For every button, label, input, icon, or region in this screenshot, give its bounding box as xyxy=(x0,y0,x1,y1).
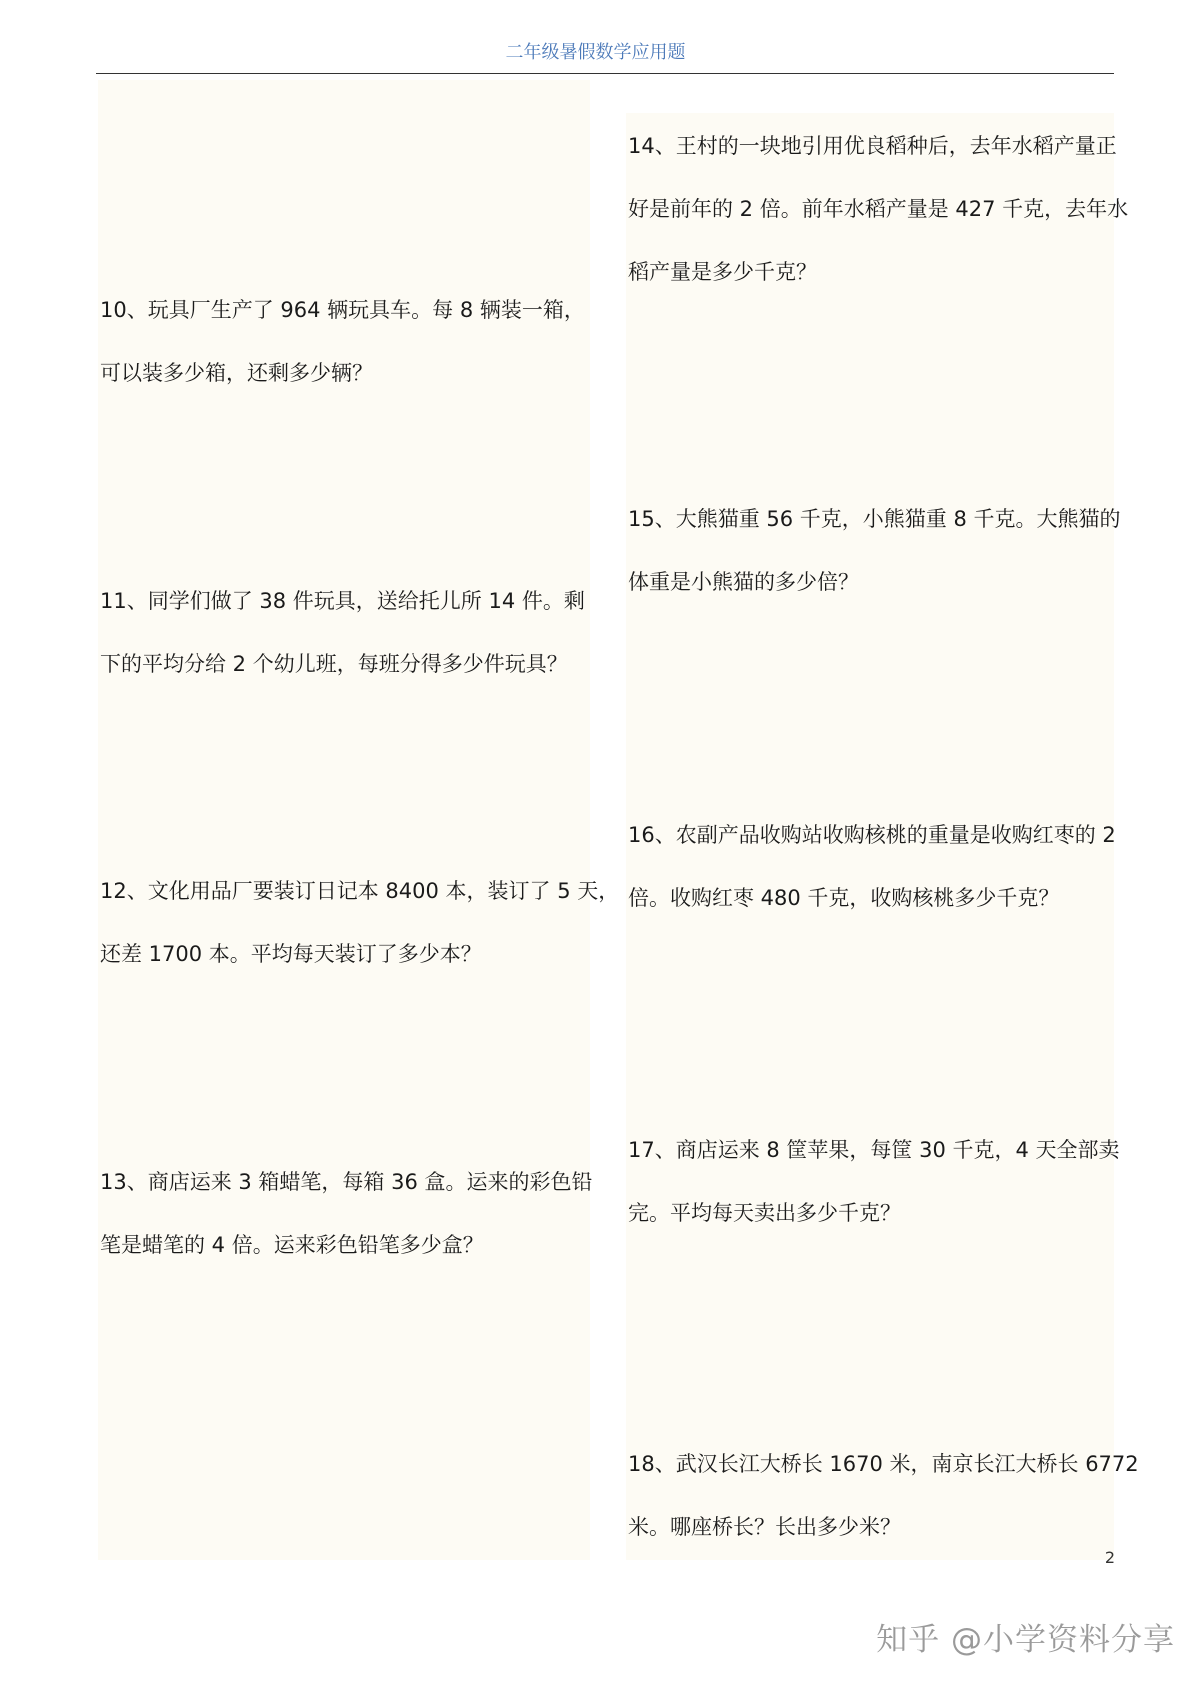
question-15-line-2: 体重是小熊猫的多少倍？ xyxy=(628,570,859,594)
page-number: 2 xyxy=(1104,1548,1115,1567)
question-16-line-1: 16、农副产品收购站收购核桃的重量是收购红枣的 2 xyxy=(628,823,1116,847)
question-11-line-2: 下的平均分给 2 个幼儿班，每班分得多少件玩具？ xyxy=(100,652,568,676)
watermark: 知乎 @小学资料分享 xyxy=(876,1622,1175,1658)
question-17 xyxy=(628,1119,1120,1245)
question-15-line-1: 15、大熊猫重 56 千克，小熊猫重 8 千克。大熊猫的 xyxy=(628,507,1121,531)
question-14-line-1: 14、王村的一块地引用优良稻种后，去年水稻产量正 xyxy=(628,134,1117,158)
question-10-line-1: 10、玩具厂生产了 964 辆玩具车。每 8 辆装一箱， xyxy=(100,298,585,322)
question-18-line-1: 18、武汉长江大桥长 1670 米，南京长江大桥长 6772 xyxy=(628,1452,1139,1476)
question-10-line-2: 可以装多少箱，还剩多少辆？ xyxy=(100,361,373,385)
question-11 xyxy=(100,570,585,696)
question-14-line-2: 好是前年的 2 倍。前年水稻产量是 427 千克，去年水 xyxy=(628,197,1129,221)
question-17-line-2: 完。平均每天卖出多少千克？ xyxy=(628,1201,901,1225)
question-15 xyxy=(628,488,1121,614)
question-14-line-3: 稻产量是多少千克？ xyxy=(628,260,817,284)
question-13-line-1: 13、商店运来 3 箱蜡笔，每箱 36 盒。运来的彩色铅 xyxy=(100,1170,593,1194)
page-header-title: 二年级暑假数学应用题 xyxy=(505,42,686,63)
header-divider xyxy=(96,73,1114,74)
question-16-line-2: 倍。收购红枣 480 千克，收购核桃多少千克？ xyxy=(628,886,1060,910)
question-13 xyxy=(100,1151,593,1277)
question-14 xyxy=(628,115,1128,304)
question-13-line-2: 笔是蜡笔的 4 倍。运来彩色铅笔多少盒？ xyxy=(100,1233,484,1257)
question-16 xyxy=(628,804,1116,930)
question-10 xyxy=(100,279,585,405)
question-18 xyxy=(628,1433,1139,1559)
question-18-line-2: 米。哪座桥长？长出多少米？ xyxy=(628,1515,901,1539)
question-11-line-1: 11、同学们做了 38 件玩具，送给托儿所 14 件。剩 xyxy=(100,589,585,613)
question-12 xyxy=(100,860,619,986)
question-12-line-1: 12、文化用品厂要装订日记本 8400 本，装订了 5 天， xyxy=(100,879,620,903)
question-12-line-2: 还差 1700 本。平均每天装订了多少本？ xyxy=(100,942,482,966)
question-17-line-1: 17、商店运来 8 筐苹果，每筐 30 千克，4 天全部卖 xyxy=(628,1138,1120,1162)
